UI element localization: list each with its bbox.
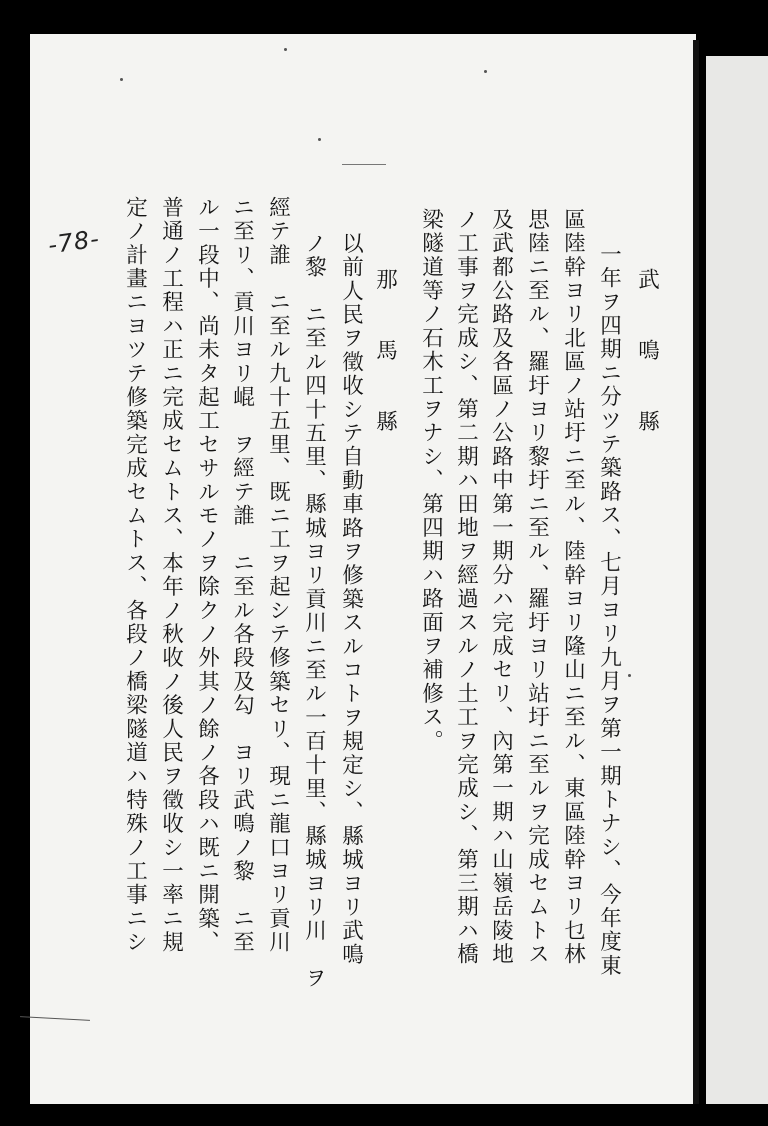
paper-speck (628, 674, 631, 677)
handwritten-page-number: -78- (46, 224, 102, 260)
header-rule (342, 164, 386, 165)
paper-speck (120, 78, 123, 81)
text-column: ノ工事ヲ完成シ、第二期ハ田地ヲ經過スルノ土工ヲ完成シ、第三期ハ橋 (453, 208, 479, 967)
text-column: 普通ノ工程ハ正ニ完成セムトス、本年ノ秋收ノ後人民ヲ徵收シ一率ニ規 (158, 196, 184, 955)
text-column: 一年ヲ四期ニ分ツテ築路ス、七月ヨリ九月ヲ第一期トナシ、今年度東 (596, 243, 622, 978)
text-column: 定ノ計畫ニヨツテ修築完成セムトス、各段ノ橋梁隧道ハ特殊ノ工事ニシ (122, 196, 148, 955)
text-column: 經テ誰 ニ至ル九十五里、既ニ工ヲ起シテ修築セリ、現ニ龍口ヨリ貢川 (265, 196, 291, 955)
section-heading-nama: 那 馬 縣 (372, 268, 398, 446)
text-column: 以前人民ヲ徵收シテ自動車路ヲ修築スルコトヲ規定シ、縣城ヨリ武鳴 (338, 232, 364, 967)
paper-speck (484, 70, 487, 73)
page-edge (693, 40, 699, 1104)
text-column: ノ黎 ニ至ル四十五里、縣城ヨリ貢川ニ至ル一百十里、縣城ヨリ川 ヲ (301, 232, 327, 991)
text-column: 梁隧道等ノ石木工ヲナシ、第四期ハ路面ヲ補修ス。 (418, 208, 444, 754)
text-column: ル一段中、尚未タ起工セサルモノヲ除クノ外其ノ餘ノ各段ハ既ニ開築、 (194, 196, 220, 955)
paper-speck (284, 48, 287, 51)
text-column: 及武都公路及各區ノ公路中第一期分ハ完成セリ、內第一期ハ山嶺岳陵地 (488, 208, 514, 967)
adjacent-page-strip (706, 56, 768, 1104)
section-heading-wuming: 武 鳴 縣 (634, 268, 660, 446)
paper-speck (318, 138, 321, 141)
text-column: 思陸ニ至ル、羅圩ヨリ黎圩ニ至ル、羅圩ヨリ站圩ニ至ルヲ完成セムトス (524, 208, 550, 967)
text-column: 區陸幹ヨリ北區ノ站圩ニ至ル、陸幹ヨリ隆山ニ至ル、東區陸幹ヨリ乜林 (560, 208, 586, 967)
text-column: ニ至リ、貢川ヨリ崐 ヲ經テ誰 ニ至ル各段及勾 ヨリ武鳴ノ黎 ニ至 (229, 196, 255, 955)
